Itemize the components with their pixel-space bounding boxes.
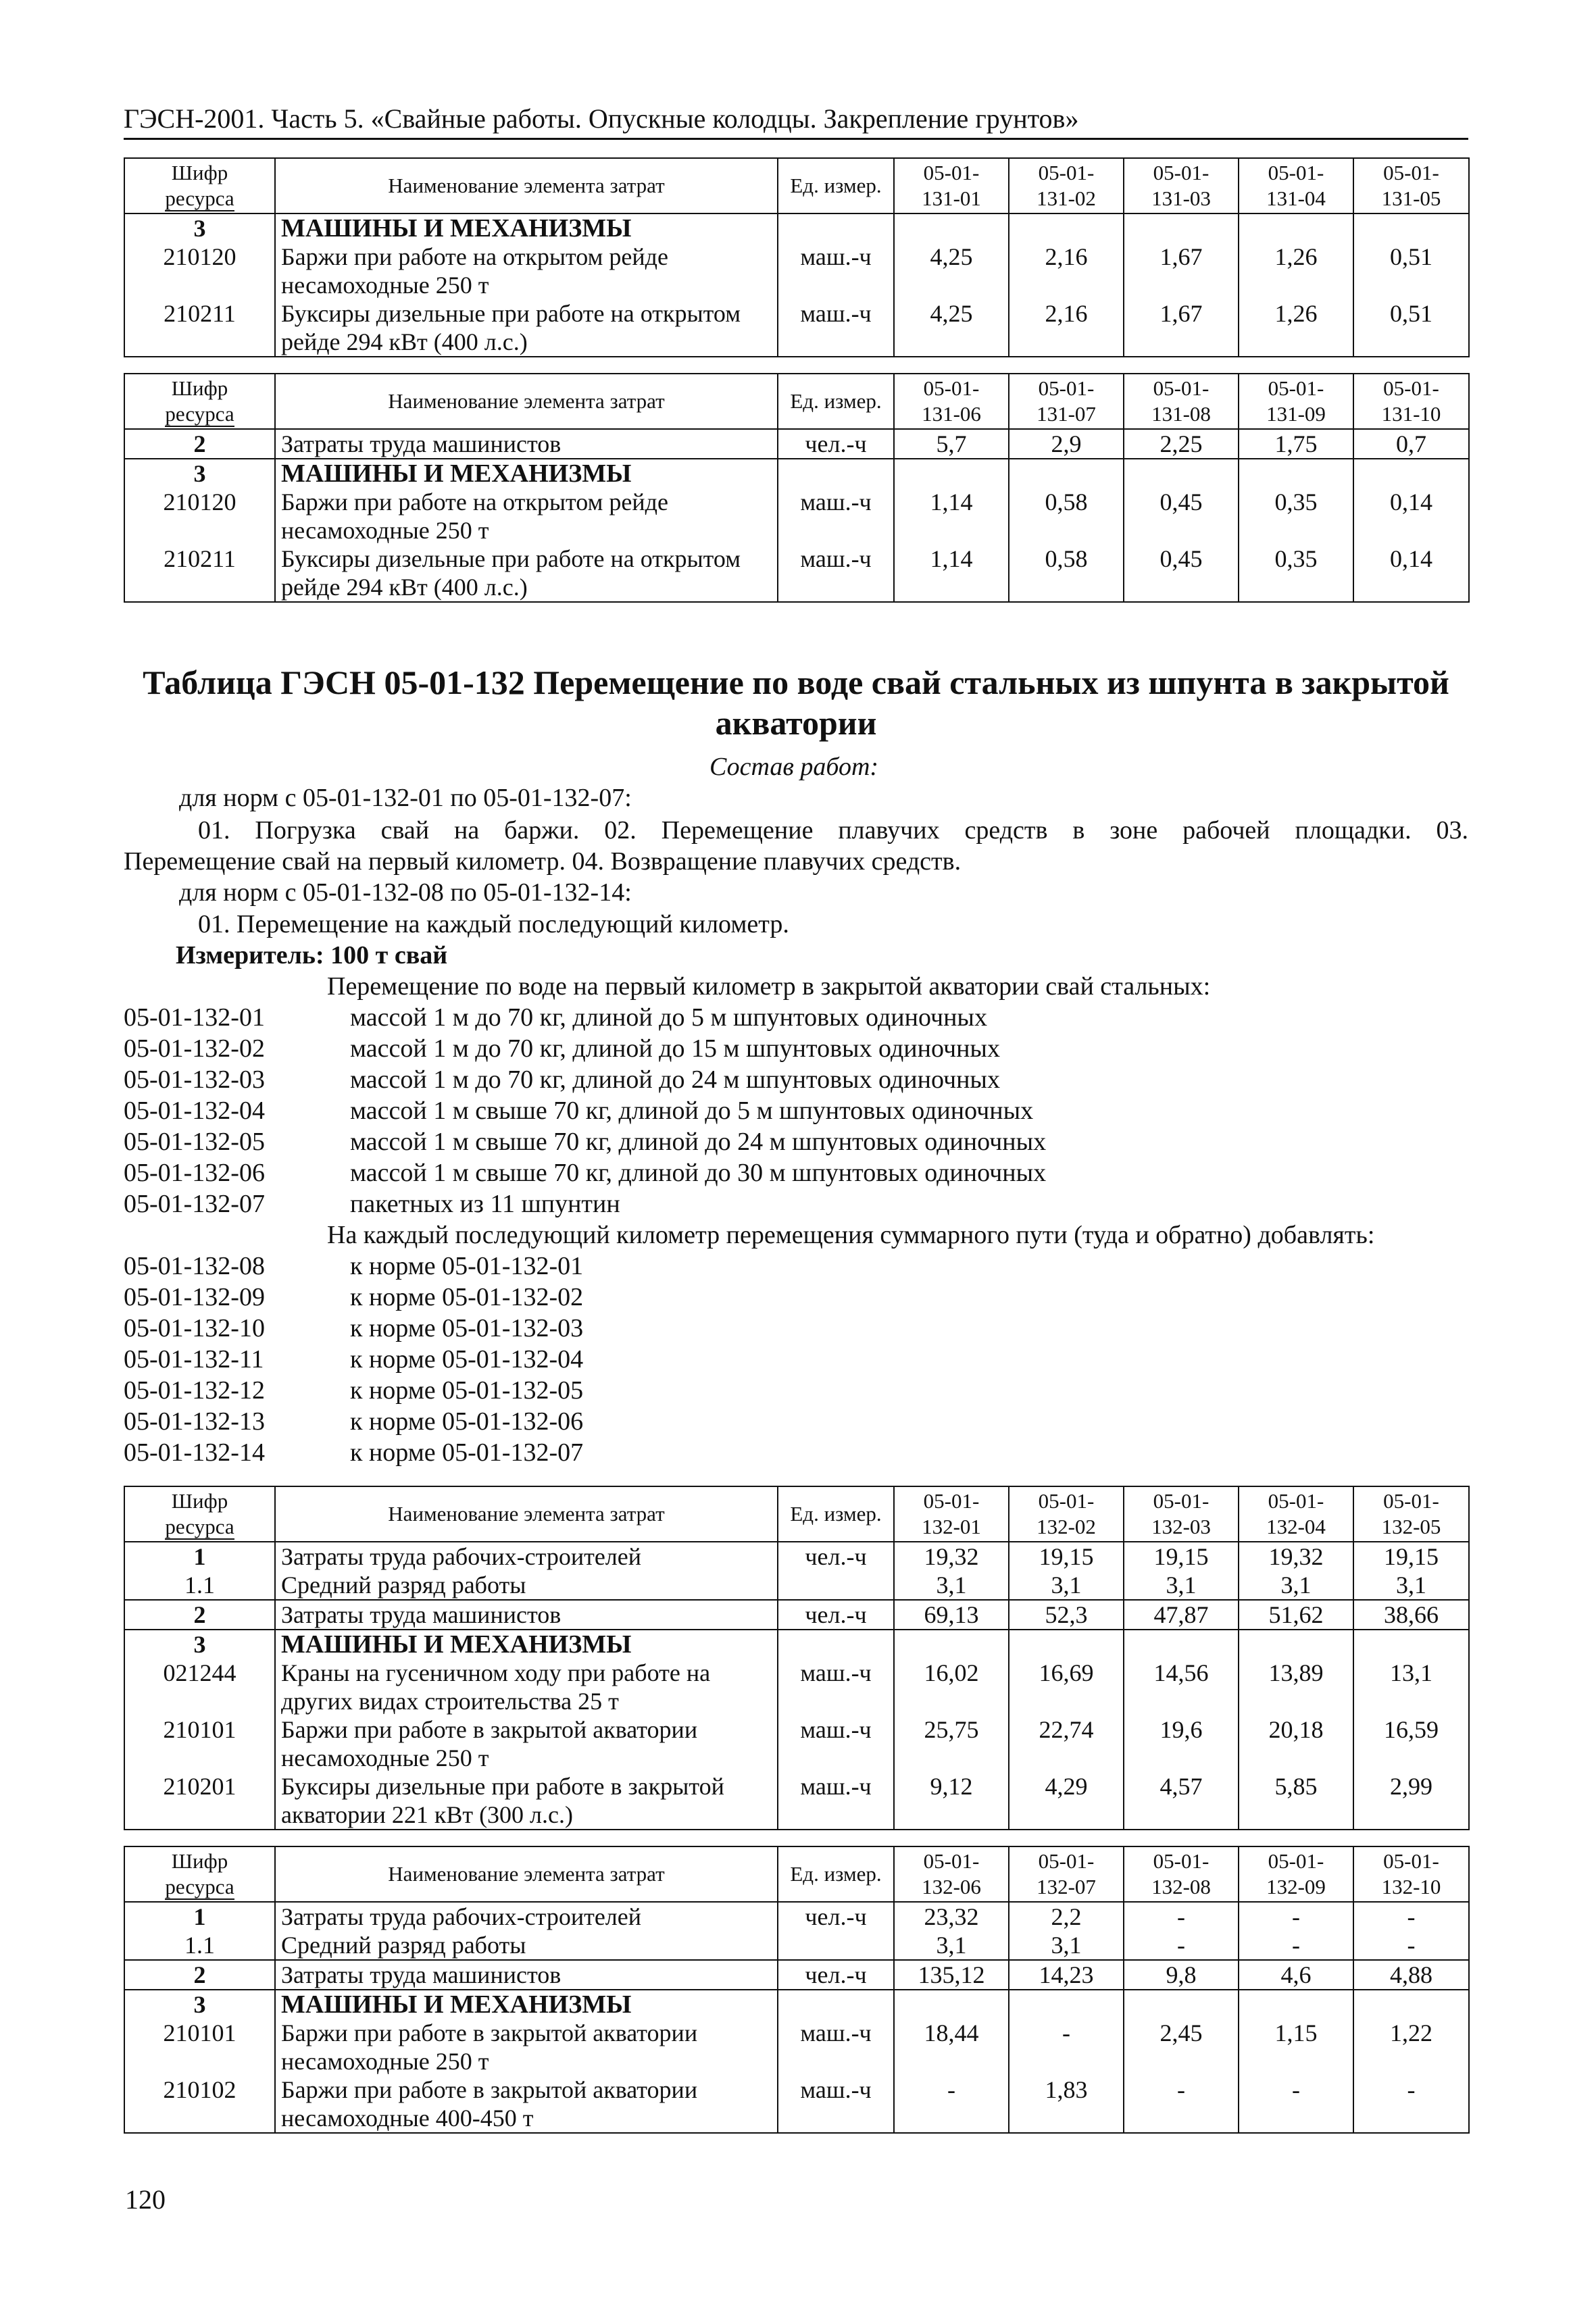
- composition-text-a2: Перемещение свай на первый километр. 04. Возвращение плавучих средств.: [124, 847, 962, 876]
- norm-description: к норме 05-01-132-04: [350, 1345, 584, 1374]
- col-header-norm: 05-01- 132-07: [1009, 1846, 1124, 1902]
- col-header-name: Наименование элемента затрат: [275, 1846, 778, 1902]
- norm-code: 05-01-132-06: [124, 1159, 265, 1187]
- col-header-unit: Ед. измер.: [778, 374, 894, 429]
- table-row: 210211 Буксиры дизельные при работе на открытом рейде 294 кВт (400 л.с.) маш.-ч 4,25 2,16 1,67 1,26 0,51: [124, 299, 1469, 357]
- table-row: 1.1 Средний разряд работы 3,1 3,1 - - -: [124, 1931, 1469, 1960]
- col-header-norm: 05-01- 131-09: [1239, 374, 1353, 429]
- col-header-unit: Ед. измер.: [778, 1846, 894, 1902]
- table-row: 210201 Буксиры дизельные при работе в закрытой акватории 221 кВт (300 л.с.) маш.-ч 9,12 4,29 4,57 5,85 2,99: [124, 1772, 1469, 1830]
- table-title: Таблица ГЭСН 05-01-132 Перемещение по воде свай стальных из шпунта в закрытой акватории: [143, 663, 1449, 742]
- composition-range-b: для норм с 05-01-132-08 по 05-01-132-14:: [179, 878, 632, 907]
- resource-table-132-06-10: [124, 1846, 1470, 2134]
- col-header-norm: 05-01- 132-02: [1009, 1486, 1124, 1542]
- table-row: 1 Затраты труда рабочих-строителей чел.-ч 23,32 2,2 - - -: [124, 1902, 1469, 1931]
- norm-description: к норме 05-01-132-01: [350, 1252, 584, 1280]
- norm-code: 05-01-132-02: [124, 1034, 265, 1063]
- norm-code: 05-01-132-14: [124, 1438, 265, 1467]
- norm-description: массой 1 м свыше 70 кг, длиной до 30 м шпунтовых одиночных: [350, 1159, 1047, 1187]
- col-header-code: Шифр ресурса: [124, 1846, 275, 1902]
- norm-code: 05-01-132-04: [124, 1097, 265, 1125]
- group1-heading: Перемещение по воде на первый километр в закрытой акватории свай стальных:: [327, 972, 1211, 1001]
- norm-code: 05-01-132-11: [124, 1345, 264, 1374]
- norm-code: 05-01-132-13: [124, 1407, 265, 1436]
- col-header-code: Шифр ресурса: [124, 1486, 275, 1542]
- table-row: 210211 Буксиры дизельные при работе на открытом рейде 294 кВт (400 л.с.) маш.-ч 1,14 0,58 0,45 0,35 0,14: [124, 545, 1469, 602]
- norm-description: к норме 05-01-132-05: [350, 1376, 584, 1405]
- composition-range-a: для норм с 05-01-132-01 по 05-01-132-07:: [179, 784, 632, 812]
- col-header-code: Шифр ресурса: [124, 158, 275, 213]
- table-row: 1 Затраты труда рабочих-строителей чел.-ч 19,32 19,15 19,15 19,32 19,15: [124, 1542, 1469, 1571]
- col-header-name: Наименование элемента затрат: [275, 374, 778, 429]
- table-row: 210120 Баржи при работе на открытом рейде несамоходные 250 т маш.-ч 1,14 0,58 0,45 0,35 0,14: [124, 488, 1469, 545]
- col-header-name: Наименование элемента затрат: [275, 158, 778, 213]
- table-row: 2 Затраты труда машинистов чел.-ч 135,12 14,23 9,8 4,6 4,88: [124, 1960, 1469, 1990]
- table-row: 210120 Баржи при работе на открытом рейде несамоходные 250 т маш.-ч 4,25 2,16 1,67 1,26 0,51: [124, 243, 1469, 299]
- table-row: 3 МАШИНЫ И МЕХАНИЗМЫ: [124, 459, 1469, 488]
- norm-description: массой 1 м свыше 70 кг, длиной до 24 м шпунтовых одиночных: [350, 1128, 1047, 1156]
- norm-code: 05-01-132-08: [124, 1252, 265, 1280]
- table-row: 210101 Баржи при работе в закрытой акватории несамоходные 250 т маш.-ч 25,75 22,74 19,6 20,18 16,59: [124, 1715, 1469, 1772]
- norm-description: пакетных из 11 шпунтин: [350, 1190, 620, 1218]
- col-header-norm: 05-01- 131-06: [894, 374, 1009, 429]
- table-row: 3 МАШИНЫ И МЕХАНИЗМЫ: [124, 1630, 1469, 1659]
- norm-description: массой 1 м до 70 кг, длиной до 24 м шпунтовых одиночных: [350, 1065, 1000, 1094]
- composition-heading: Состав работ:: [709, 753, 879, 781]
- norm-description: к норме 05-01-132-02: [350, 1283, 584, 1311]
- running-header: ГЭСН-2001. Часть 5. «Свайные работы. Опускные колодцы. Закрепление грунтов»: [124, 101, 1468, 140]
- norm-description: массой 1 м до 70 кг, длиной до 5 м шпунтовых одиночных: [350, 1003, 987, 1032]
- table-row: 210102 Баржи при работе в закрытой акватории несамоходные 400-450 т маш.-ч - 1,83 - - -: [124, 2076, 1469, 2133]
- col-header-norm: 05-01- 131-05: [1353, 158, 1469, 213]
- norm-code: 05-01-132-01: [124, 1003, 265, 1032]
- col-header-norm: 05-01- 131-10: [1353, 374, 1469, 429]
- composition-text-a1: 01. Погрузка свай на баржи. 02. Перемещение плавучих средств в зоне рабочей площадки. 03.: [198, 816, 1468, 845]
- norm-description: к норме 05-01-132-07: [350, 1438, 584, 1467]
- col-header-norm: 05-01- 132-10: [1353, 1846, 1469, 1902]
- norm-description: массой 1 м до 70 кг, длиной до 15 м шпунтовых одиночных: [350, 1034, 1000, 1063]
- resource-table-131-06-10: [124, 373, 1470, 603]
- table-row: 2 Затраты труда машинистов чел.-ч 69,13 52,3 47,87 51,62 38,66: [124, 1600, 1469, 1630]
- col-header-norm: 05-01- 132-06: [894, 1846, 1009, 1902]
- norm-description: к норме 05-01-132-03: [350, 1314, 584, 1342]
- norm-code: 05-01-132-05: [124, 1128, 265, 1156]
- table-row: 021244 Краны на гусеничном ходу при работе на других видах строительства 25 т маш.-ч 16,02 16,69 14,56 13,89 13,1: [124, 1659, 1469, 1715]
- page-number: 120: [125, 2184, 166, 2215]
- col-header-norm: 05-01- 131-03: [1124, 158, 1239, 213]
- norm-description: к норме 05-01-132-06: [350, 1407, 584, 1436]
- resource-table-132-01-05: [124, 1486, 1470, 1830]
- col-header-norm: 05-01- 132-04: [1239, 1486, 1353, 1542]
- col-header-code: Шифр ресурса: [124, 374, 275, 429]
- table-row: 2 Затраты труда машинистов чел.-ч 5,7 2,9 2,25 1,75 0,7: [124, 429, 1469, 459]
- col-header-norm: 05-01- 131-02: [1009, 158, 1124, 213]
- col-header-norm: 05-01- 132-01: [894, 1486, 1009, 1542]
- composition-text-b: 01. Перемещение на каждый последующий километр.: [198, 910, 789, 938]
- col-header-norm: 05-01- 131-08: [1124, 374, 1239, 429]
- col-header-norm: 05-01- 131-07: [1009, 374, 1124, 429]
- table-row: 1.1 Средний разряд работы 3,1 3,1 3,1 3,1 3,1: [124, 1571, 1469, 1600]
- col-header-norm: 05-01- 131-01: [894, 158, 1009, 213]
- col-header-unit: Ед. измер.: [778, 158, 894, 213]
- norm-code: 05-01-132-12: [124, 1376, 265, 1405]
- col-header-norm: 05-01- 132-09: [1239, 1846, 1353, 1902]
- col-header-name: Наименование элемента затрат: [275, 1486, 778, 1542]
- norm-code: 05-01-132-10: [124, 1314, 265, 1342]
- col-header-norm: 05-01- 132-08: [1124, 1846, 1239, 1902]
- col-header-unit: Ед. измер.: [778, 1486, 894, 1542]
- table-row: 210101 Баржи при работе в закрытой акватории несамоходные 250 т маш.-ч 18,44 - 2,45 1,15 1,22: [124, 2019, 1469, 2076]
- group2-heading: На каждый последующий километр перемещения суммарного пути (туда и обратно) добавлять:: [327, 1221, 1375, 1249]
- measure-unit: Измеритель: 100 т свай: [176, 941, 448, 970]
- table-row: 3 МАШИНЫ И МЕХАНИЗМЫ: [124, 1990, 1469, 2019]
- resource-table-131-01-05: [124, 157, 1470, 357]
- norm-description: массой 1 м свыше 70 кг, длиной до 5 м шпунтовых одиночных: [350, 1097, 1034, 1125]
- col-header-norm: 05-01- 132-05: [1353, 1486, 1469, 1542]
- table-row: 3 МАШИНЫ И МЕХАНИЗМЫ: [124, 213, 1469, 243]
- norm-code: 05-01-132-03: [124, 1065, 265, 1094]
- norm-code: 05-01-132-09: [124, 1283, 265, 1311]
- col-header-norm: 05-01- 132-03: [1124, 1486, 1239, 1542]
- norm-code: 05-01-132-07: [124, 1190, 265, 1218]
- col-header-norm: 05-01- 131-04: [1239, 158, 1353, 213]
